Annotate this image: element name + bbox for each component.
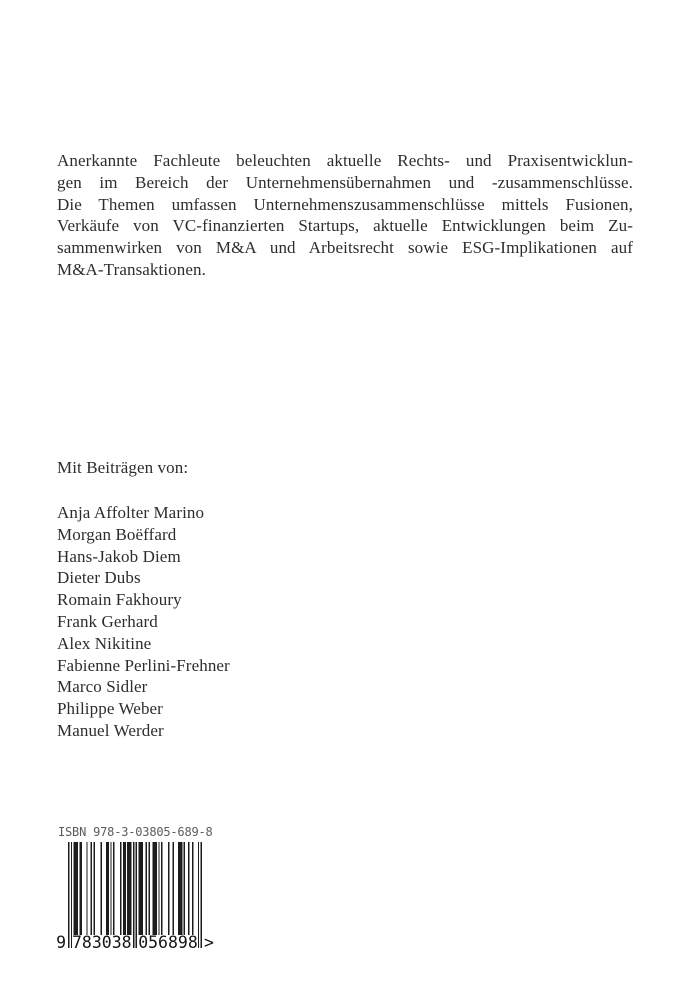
barcode-quiet-zone-arrow-icon: > [204,933,214,952]
contributor-name: Dieter Dubs [57,568,141,588]
contributor-name: Marco Sidler [57,677,148,697]
contributor-name: Romain Fakhoury [57,590,182,610]
contributor-name: Fabienne Perlini-Frehner [57,655,230,675]
description-line: gen im Bereich der Unternehmensübernahmen und -zusammenschlüsse. [57,172,633,192]
contributor-name: Frank Gerhard [57,611,158,631]
contributor-name: Morgan Boëffard [57,524,177,544]
isbn-label: ISBN 978-3-03805-689-8 [58,825,213,839]
contributor-name: Manuel Werder [57,720,164,740]
barcode-prefix-digit: 9 [56,933,66,952]
contributor-name: Hans-Jakob Diem [57,546,181,566]
barcode-left-digit-group: 783038 [72,933,132,952]
description-line: Verkäufe von VC-finanzierten Startups, aktuelle Entwicklungen beim Zu- [57,216,633,236]
contributors-heading: Mit Beiträgen von: [57,458,189,477]
contributor-name: Alex Nikitine [57,633,152,653]
contributor-name: Anja Affolter Marino [57,503,205,522]
description-line: Anerkannte Fachleute beleuchten aktuelle Rechts- und Praxisentwicklun- [57,151,633,170]
barcode-right-digit-group: 056898 [138,933,198,952]
description-line: sammenwirken von M&A und Arbeitsrecht sowie ESG-Implikationen auf [57,238,633,258]
description-line: M&A-Transaktionen. [57,259,206,279]
description-line: Die Themen umfassen Unternehmenszusammenschlüsse mittels Fusionen, [57,194,633,214]
contributors-list [57,502,230,742]
description-paragraph [57,150,633,281]
isbn-barcode [58,826,223,958]
contributor-name: Philippe Weber [57,699,163,719]
